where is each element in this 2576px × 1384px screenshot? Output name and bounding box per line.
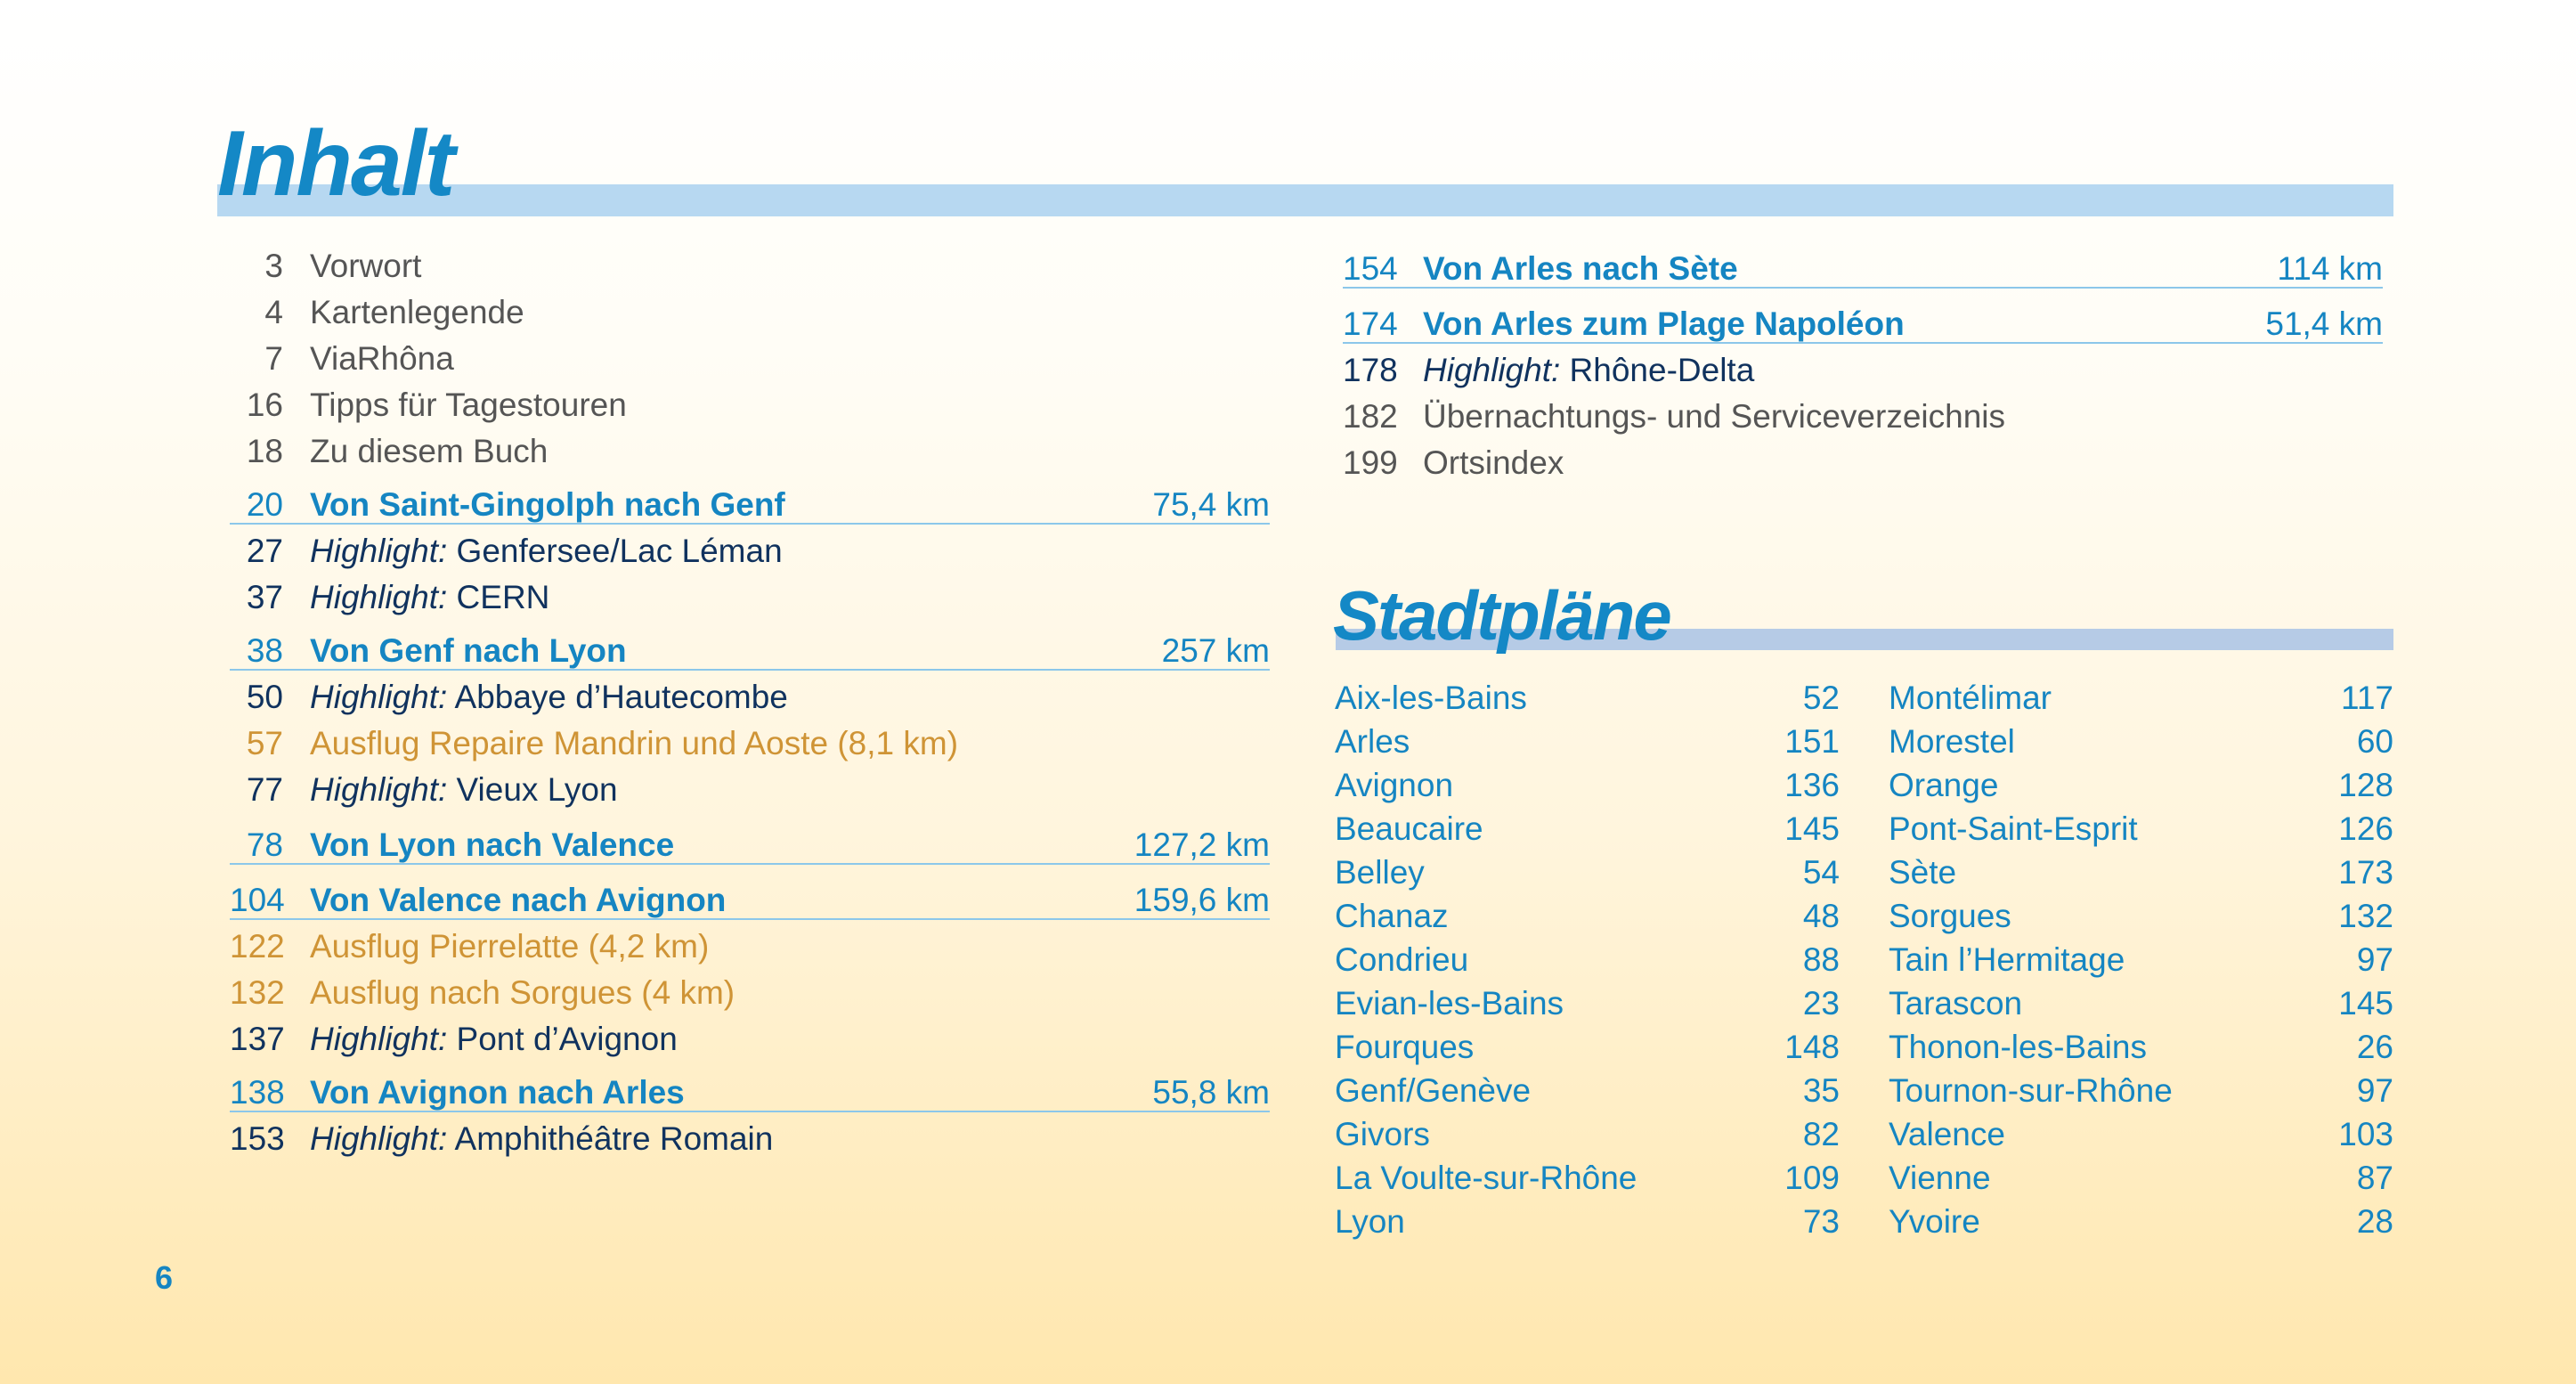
toc-page-number: 154 xyxy=(1343,250,1398,287)
city-maps-heading: Stadtpläne xyxy=(1333,576,1670,655)
route-distance: 75,4 km xyxy=(1152,486,1270,523)
city-map-entry xyxy=(1335,1025,1840,1069)
toc-page-number: 174 xyxy=(1343,305,1398,342)
toc-page-number: 27 xyxy=(246,533,283,569)
city-page: 109 xyxy=(1784,1160,1840,1196)
city-page: 117 xyxy=(2341,680,2393,716)
route-underline xyxy=(230,669,1270,671)
toc-entry-plain xyxy=(230,243,1270,289)
toc-entry-plain xyxy=(230,336,1270,382)
city-name: Pont-Saint-Esprit xyxy=(1889,810,2138,847)
contents-heading: Inhalt xyxy=(217,112,454,216)
toc-page-number: 182 xyxy=(1343,398,1398,435)
highlight-title: CERN xyxy=(456,579,550,615)
city-name: Chanaz xyxy=(1335,898,1449,934)
highlight-label: Highlight: xyxy=(310,533,448,569)
city-page: 145 xyxy=(2338,985,2393,1022)
toc-page-number: 3 xyxy=(264,248,283,284)
toc-title: Von Valence nach Avignon xyxy=(310,882,727,918)
route-underline xyxy=(230,863,1270,865)
city-page: 23 xyxy=(1802,985,1840,1022)
city-name: Montélimar xyxy=(1889,680,2052,716)
city-name: Avignon xyxy=(1335,767,1454,803)
city-name: Lyon xyxy=(1335,1203,1405,1240)
city-name: Fourques xyxy=(1335,1029,1475,1065)
toc-entry-route xyxy=(230,877,1270,924)
city-map-entry xyxy=(1889,720,2393,763)
toc-title: Kartenlegende xyxy=(310,294,524,330)
toc-page-number: 57 xyxy=(246,725,283,761)
city-name: Valence xyxy=(1889,1116,2005,1152)
toc-entry-route xyxy=(230,628,1270,674)
city-page: 148 xyxy=(1784,1029,1840,1065)
city-name: Arles xyxy=(1335,723,1410,760)
toc-entry-route xyxy=(230,1070,1270,1116)
city-map-entry xyxy=(1889,1200,2393,1243)
toc-title xyxy=(1423,347,1754,394)
toc-title: Tipps für Tagestouren xyxy=(310,387,627,423)
highlight-title: Amphithéâtre Romain xyxy=(454,1120,774,1157)
highlight-label: Highlight: xyxy=(310,679,448,715)
city-page: 173 xyxy=(2338,854,2393,891)
city-name: Yvoire xyxy=(1889,1203,1980,1240)
toc-page-number: 16 xyxy=(246,387,283,423)
route-distance: 114 km xyxy=(2277,250,2383,287)
toc-page-number: 137 xyxy=(230,1021,285,1057)
highlight-label: Highlight: xyxy=(310,771,448,808)
city-page: 82 xyxy=(1802,1116,1840,1152)
city-map-entry xyxy=(1335,1200,1840,1243)
route-distance: 51,4 km xyxy=(2265,305,2383,342)
toc-title: Ausflug Pierrelatte (4,2 km) xyxy=(310,928,710,965)
city-name: Genf/Genève xyxy=(1335,1072,1532,1109)
city-page: 128 xyxy=(2338,767,2393,803)
city-name: Beaucaire xyxy=(1335,810,1483,847)
city-map-entry xyxy=(1335,676,1840,720)
route-distance: 159,6 km xyxy=(1134,882,1270,918)
toc-title: Von Arles nach Sète xyxy=(1423,250,1738,287)
toc-title xyxy=(310,1016,678,1062)
city-name: Condrieu xyxy=(1335,941,1469,978)
toc-entry-route xyxy=(1343,301,2383,347)
city-page: 151 xyxy=(1784,723,1840,760)
toc-entry-highlight xyxy=(230,674,1270,720)
toc-page-number: 20 xyxy=(246,486,283,523)
toc-page-number: 104 xyxy=(230,882,285,918)
city-map-entry xyxy=(1335,1156,1840,1200)
toc-page-number: 138 xyxy=(230,1074,285,1111)
city-page: 87 xyxy=(2356,1160,2393,1196)
toc-entry-excursion xyxy=(230,970,1270,1016)
toc-page-number: 38 xyxy=(246,632,283,669)
city-page: 35 xyxy=(1802,1072,1840,1109)
toc-page-number: 77 xyxy=(246,771,283,808)
toc-page-number: 50 xyxy=(246,679,283,715)
city-page: 28 xyxy=(2356,1203,2393,1240)
toc-title: Von Avignon nach Arles xyxy=(310,1074,685,1111)
route-distance: 55,8 km xyxy=(1152,1074,1270,1111)
city-map-entry xyxy=(1335,851,1840,894)
city-map-entry xyxy=(1335,938,1840,981)
city-name: Morestel xyxy=(1889,723,2015,760)
toc-title xyxy=(310,767,618,813)
city-page: 136 xyxy=(1784,767,1840,803)
toc-entry-highlight xyxy=(230,574,1270,621)
city-map-entry xyxy=(1889,1025,2393,1069)
city-map-entry xyxy=(1889,851,2393,894)
highlight-title: Vieux Lyon xyxy=(456,771,618,808)
toc-title: Von Genf nach Lyon xyxy=(310,632,627,669)
toc-entry-highlight xyxy=(230,528,1270,574)
city-name: Vienne xyxy=(1889,1160,1991,1196)
city-name: Sorgues xyxy=(1889,898,2011,934)
toc-page-number: 7 xyxy=(264,340,283,377)
city-name: Sète xyxy=(1889,854,1957,891)
highlight-label: Highlight: xyxy=(1423,352,1561,388)
toc-title xyxy=(310,574,549,621)
city-name: Orange xyxy=(1889,767,1999,803)
city-page: 88 xyxy=(1802,941,1840,978)
route-underline xyxy=(230,523,1270,525)
city-map-entry xyxy=(1889,1156,2393,1200)
toc-title xyxy=(310,674,788,720)
toc-title: Ortsindex xyxy=(1423,444,1564,481)
city-name: Tournon-sur-Rhône xyxy=(1889,1072,2173,1109)
city-map-entry xyxy=(1335,807,1840,851)
city-page: 132 xyxy=(2338,898,2393,934)
city-page: 97 xyxy=(2356,941,2393,978)
city-map-entry xyxy=(1335,1069,1840,1112)
city-page: 97 xyxy=(2356,1072,2393,1109)
toc-entry-plain xyxy=(1343,440,2383,486)
inhalt-heading-bar xyxy=(217,184,2393,216)
toc-page-number: 122 xyxy=(230,928,285,965)
toc-entry-plain xyxy=(230,289,1270,336)
city-map-entry xyxy=(1889,1069,2393,1112)
toc-entry-route xyxy=(230,822,1270,868)
city-page: 126 xyxy=(2338,810,2393,847)
highlight-title: Pont d’Avignon xyxy=(456,1021,678,1057)
route-underline xyxy=(1343,342,2383,344)
toc-title: ViaRhôna xyxy=(310,340,454,377)
city-map-entry xyxy=(1889,676,2393,720)
city-map-entry xyxy=(1889,938,2393,981)
city-name: Tarascon xyxy=(1889,985,2023,1022)
city-map-entry xyxy=(1335,981,1840,1025)
city-map-entry xyxy=(1889,1112,2393,1156)
route-underline xyxy=(230,918,1270,920)
toc-title: Übernachtungs- und Serviceverzeichnis xyxy=(1423,398,2006,435)
city-page: 103 xyxy=(2338,1116,2393,1152)
city-name: Tain l’Hermitage xyxy=(1889,941,2125,978)
city-map-entry xyxy=(1335,720,1840,763)
toc-page-number: 78 xyxy=(246,826,283,863)
city-map-entry xyxy=(1889,894,2393,938)
toc-entry-highlight xyxy=(230,1016,1270,1062)
highlight-title: Rhône-Delta xyxy=(1569,352,1755,388)
toc-entry-highlight xyxy=(230,767,1270,813)
toc-page-number: 178 xyxy=(1343,352,1398,388)
city-name: Givors xyxy=(1335,1116,1430,1152)
city-map-entry xyxy=(1889,981,2393,1025)
toc-entry-highlight xyxy=(1343,347,2383,394)
toc-page-number: 153 xyxy=(230,1120,285,1157)
city-page: 73 xyxy=(1802,1203,1840,1240)
city-name: Aix-les-Bains xyxy=(1335,680,1527,716)
city-name: Evian-les-Bains xyxy=(1335,985,1564,1022)
city-map-entry xyxy=(1335,763,1840,807)
route-distance: 257 km xyxy=(1161,632,1270,669)
toc-title: Vorwort xyxy=(310,248,422,284)
city-name: La Voulte-sur-Rhône xyxy=(1335,1160,1637,1196)
toc-entry-excursion xyxy=(230,720,1270,767)
toc-title: Von Lyon nach Valence xyxy=(310,826,675,863)
highlight-title: Genfersee/Lac Léman xyxy=(456,533,783,569)
toc-entry-route xyxy=(1343,246,2383,292)
city-page: 54 xyxy=(1802,854,1840,891)
highlight-label: Highlight: xyxy=(310,1021,448,1057)
city-page: 52 xyxy=(1802,680,1840,716)
toc-page-number: 18 xyxy=(246,433,283,469)
city-name: Thonon-les-Bains xyxy=(1889,1029,2147,1065)
city-map-entry xyxy=(1335,894,1840,938)
toc-title xyxy=(310,1116,773,1162)
toc-title: Von Saint-Gingolph nach Genf xyxy=(310,486,785,523)
highlight-title: Abbaye d’Hautecombe xyxy=(454,679,788,715)
highlight-label: Highlight: xyxy=(310,579,448,615)
city-page: 60 xyxy=(2356,723,2393,760)
page-number: 6 xyxy=(155,1259,174,1296)
toc-entry-route xyxy=(230,482,1270,528)
toc-title: Ausflug Repaire Mandrin und Aoste (8,1 km) xyxy=(310,725,959,761)
route-distance: 127,2 km xyxy=(1134,826,1270,863)
toc-entry-highlight xyxy=(230,1116,1270,1162)
city-map-entry xyxy=(1889,763,2393,807)
route-underline xyxy=(1343,287,2383,289)
city-map-entry xyxy=(1335,1112,1840,1156)
city-page: 26 xyxy=(2356,1029,2393,1065)
toc-title xyxy=(310,528,783,574)
toc-page-number: 199 xyxy=(1343,444,1398,481)
toc-title: Ausflug nach Sorgues (4 km) xyxy=(310,974,735,1011)
highlight-label: Highlight: xyxy=(310,1120,448,1157)
toc-page-number: 4 xyxy=(264,294,283,330)
toc-page-number: 37 xyxy=(246,579,283,615)
toc-entry-plain xyxy=(1343,394,2383,440)
city-page: 145 xyxy=(1784,810,1840,847)
route-underline xyxy=(230,1111,1270,1112)
city-name: Belley xyxy=(1335,854,1425,891)
toc-entry-plain xyxy=(230,428,1270,475)
toc-title: Zu diesem Buch xyxy=(310,433,549,469)
toc-entry-excursion xyxy=(230,924,1270,970)
city-page: 48 xyxy=(1802,898,1840,934)
toc-title: Von Arles zum Plage Napoléon xyxy=(1423,305,1905,342)
toc-page-number: 132 xyxy=(230,974,285,1011)
city-map-entry xyxy=(1889,807,2393,851)
toc-entry-plain xyxy=(230,382,1270,428)
